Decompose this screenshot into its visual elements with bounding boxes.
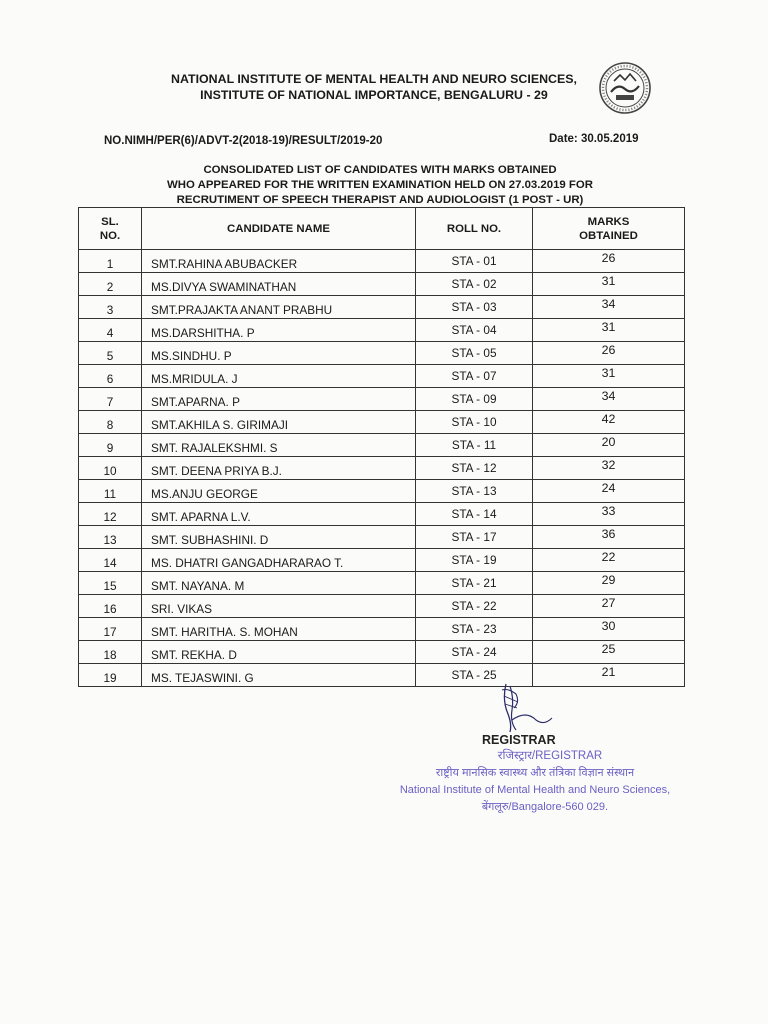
cell-candidate-name: MS. DHATRI GANGADHARARAO T. <box>142 549 416 572</box>
cell-roll-no: STA - 21 <box>416 572 533 595</box>
cell-sl-no: 8 <box>79 411 142 434</box>
cell-candidate-name: SMT. HARITHA. S. MOHAN <box>142 618 416 641</box>
table-row <box>79 572 685 595</box>
cell-marks: 24 <box>533 480 685 503</box>
cell-sl-no: 13 <box>79 526 142 549</box>
cell-roll-no: STA - 17 <box>416 526 533 549</box>
cell-marks: 34 <box>533 388 685 411</box>
cell-candidate-name: MS.SINDHU. P <box>142 342 416 365</box>
cell-sl-no: 18 <box>79 641 142 664</box>
header-roll-no: ROLL NO. <box>416 208 533 250</box>
cell-candidate-name: MS.MRIDULA. J <box>142 365 416 388</box>
cell-marks: 32 <box>533 457 685 480</box>
cell-roll-no: STA - 24 <box>416 641 533 664</box>
cell-candidate-name: SMT.AKHILA S. GIRIMAJI <box>142 411 416 434</box>
header-sl-line: SL. <box>101 215 119 228</box>
cell-sl-no: 17 <box>79 618 142 641</box>
cell-sl-no: 15 <box>79 572 142 595</box>
cell-roll-no: STA - 02 <box>416 273 533 296</box>
document-date: Date: 30.05.2019 <box>549 133 639 145</box>
cell-roll-no: STA - 22 <box>416 595 533 618</box>
cell-marks: 33 <box>533 503 685 526</box>
cell-roll-no: STA - 25 <box>416 664 533 687</box>
cell-candidate-name: SMT. RAJALEKSHMI. S <box>142 434 416 457</box>
cell-roll-no: STA - 13 <box>416 480 533 503</box>
cell-marks: 20 <box>533 434 685 457</box>
cell-candidate-name: SMT. NAYANA. M <box>142 572 416 595</box>
cell-candidate-name: MS. TEJASWINI. G <box>142 664 416 687</box>
cell-marks: 26 <box>533 342 685 365</box>
stamp-line: बेंगलूरु/Bangalore-560 029. <box>481 801 609 813</box>
table-row <box>79 365 685 388</box>
cell-roll-no: STA - 19 <box>416 549 533 572</box>
cell-sl-no: 4 <box>79 319 142 342</box>
cell-roll-no: STA - 05 <box>416 342 533 365</box>
table-row <box>79 526 685 549</box>
cell-roll-no: STA - 04 <box>416 319 533 342</box>
cell-roll-no: STA - 23 <box>416 618 533 641</box>
header-marks-line: OBTAINED <box>579 229 638 242</box>
table-row <box>79 641 685 664</box>
cell-marks: 27 <box>533 595 685 618</box>
stamp-line: रजिस्ट्रार/REGISTRAR <box>497 750 603 762</box>
header-marks <box>533 208 685 250</box>
cell-sl-no: 10 <box>79 457 142 480</box>
table-row <box>79 549 685 572</box>
cell-sl-no: 16 <box>79 595 142 618</box>
cell-sl-no: 9 <box>79 434 142 457</box>
table-row <box>79 342 685 365</box>
cell-sl-no: 2 <box>79 273 142 296</box>
cell-marks: 36 <box>533 526 685 549</box>
list-title <box>120 163 640 208</box>
cell-sl-no: 7 <box>79 388 142 411</box>
cell-candidate-name: MS.DIVYA SWAMINATHAN <box>142 273 416 296</box>
cell-marks: 30 <box>533 618 685 641</box>
cell-candidate-name: SMT. REKHA. D <box>142 641 416 664</box>
cell-candidate-name: MS.ANJU GEORGE <box>142 480 416 503</box>
table-row <box>79 296 685 319</box>
table-header-row <box>79 208 685 250</box>
cell-marks: 21 <box>533 664 685 687</box>
table-row <box>79 664 685 687</box>
institute-name: NATIONAL INSTITUTE OF MENTAL HEALTH AND NEURO SCIENCES, <box>171 72 577 86</box>
cell-candidate-name: SMT.APARNA. P <box>142 388 416 411</box>
cell-roll-no: STA - 01 <box>416 250 533 273</box>
reference-number: NO.NIMH/PER(6)/ADVT-2(2018-19)/RESULT/2019-20 <box>104 135 383 147</box>
list-title-line: RECRUTIMENT OF SPEECH THERAPIST AND AUDIOLOGIST (1 POST - UR) <box>176 194 584 206</box>
results-table <box>78 207 685 687</box>
cell-marks: 34 <box>533 296 685 319</box>
table-row <box>79 250 685 273</box>
table-row <box>79 595 685 618</box>
header-sl-no <box>79 208 142 250</box>
table-row <box>79 411 685 434</box>
cell-marks: 31 <box>533 319 685 342</box>
cell-roll-no: STA - 03 <box>416 296 533 319</box>
table-body <box>79 250 685 687</box>
cell-sl-no: 19 <box>79 664 142 687</box>
cell-candidate-name: SMT.PRAJAKTA ANANT PRABHU <box>142 296 416 319</box>
table-row <box>79 457 685 480</box>
cell-sl-no: 14 <box>79 549 142 572</box>
cell-candidate-name: SRI. VIKAS <box>142 595 416 618</box>
cell-marks: 25 <box>533 641 685 664</box>
cell-sl-no: 11 <box>79 480 142 503</box>
cell-candidate-name: MS.DARSHITHA. P <box>142 319 416 342</box>
cell-sl-no: 5 <box>79 342 142 365</box>
cell-marks: 29 <box>533 572 685 595</box>
table-row <box>79 388 685 411</box>
cell-roll-no: STA - 11 <box>416 434 533 457</box>
registrar-stamp <box>395 748 675 816</box>
handwritten-signature-icon <box>492 680 562 740</box>
header-candidate-name: CANDIDATE NAME <box>142 208 416 250</box>
cell-marks: 31 <box>533 365 685 388</box>
institute-status: INSTITUTE OF NATIONAL IMPORTANCE, BENGALURU - 29 <box>200 88 548 102</box>
cell-sl-no: 6 <box>79 365 142 388</box>
cell-sl-no: 1 <box>79 250 142 273</box>
table-row <box>79 434 685 457</box>
cell-candidate-name: SMT. APARNA L.V. <box>142 503 416 526</box>
cell-candidate-name: SMT. DEENA PRIYA B.J. <box>142 457 416 480</box>
cell-sl-no: 3 <box>79 296 142 319</box>
cell-marks: 26 <box>533 250 685 273</box>
table-row <box>79 480 685 503</box>
table-row <box>79 273 685 296</box>
cell-roll-no: STA - 07 <box>416 365 533 388</box>
cell-roll-no: STA - 12 <box>416 457 533 480</box>
cell-marks: 31 <box>533 273 685 296</box>
cell-sl-no: 12 <box>79 503 142 526</box>
registrar-title: REGISTRAR <box>482 733 556 747</box>
cell-roll-no: STA - 09 <box>416 388 533 411</box>
cell-roll-no: STA - 10 <box>416 411 533 434</box>
list-title-line: WHO APPEARED FOR THE WRITTEN EXAMINATION HELD ON 27.03.2019 FOR <box>167 179 593 191</box>
institute-heading <box>150 71 598 103</box>
cell-roll-no: STA - 14 <box>416 503 533 526</box>
stamp-line: राष्ट्रीय मानसिक स्वास्थ्य और तंत्रिका विज्ञान संस्थान <box>435 767 635 779</box>
cell-candidate-name: SMT. SUBHASHINI. D <box>142 526 416 549</box>
cell-marks: 42 <box>533 411 685 434</box>
table-row <box>79 319 685 342</box>
stamp-line: National Institute of Mental Health and Neuro Sciences, <box>399 784 671 796</box>
header-sl-line: NO. <box>99 229 121 242</box>
cell-marks: 22 <box>533 549 685 572</box>
table-row <box>79 618 685 641</box>
header-marks-line: MARKS <box>587 215 630 228</box>
institute-seal-icon <box>598 61 652 115</box>
cell-candidate-name: SMT.RAHINA ABUBACKER <box>142 250 416 273</box>
table-row <box>79 503 685 526</box>
list-title-line: CONSOLIDATED LIST OF CANDIDATES WITH MARKS OBTAINED <box>203 164 557 176</box>
